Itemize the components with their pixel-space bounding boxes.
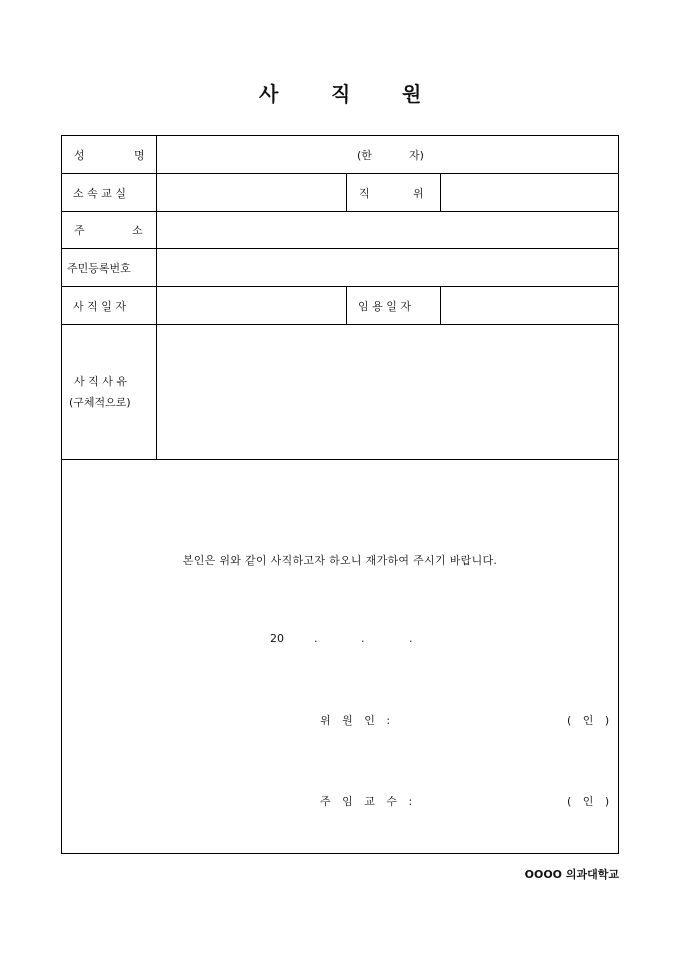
title-char-2: 직 <box>331 82 351 106</box>
dept-label-cell <box>62 174 156 211</box>
reason-label-line2: (구체적으로) <box>69 396 131 409</box>
name-label-a: 성 <box>74 148 85 162</box>
address-field[interactable] <box>156 212 618 248</box>
document-title <box>0 78 680 108</box>
hanja-label-a: (한 <box>357 148 372 162</box>
address-label-cell <box>62 212 156 248</box>
dept-row <box>62 174 618 212</box>
dept-label: 소 속 교 실 <box>73 186 126 200</box>
rrn-row <box>62 249 618 287</box>
hire-date-field[interactable] <box>440 287 618 324</box>
date-dot-2: . <box>361 632 365 645</box>
institution-name: OOOO 의과대학교 <box>524 868 619 881</box>
date-year: 20 <box>270 632 284 645</box>
rrn-label-cell <box>62 249 156 286</box>
name-field[interactable] <box>156 136 618 173</box>
date-dot-3: . <box>409 632 413 645</box>
hanja-label-b: 자) <box>409 148 424 162</box>
dates-row <box>62 287 618 325</box>
address-row <box>62 212 618 249</box>
reason-label-cell <box>62 325 156 459</box>
date-dot-1: . <box>314 632 318 645</box>
reason-label-line1: 사 직 사 유 <box>74 375 127 388</box>
position-label-b: 위 <box>413 186 424 200</box>
applicant-label: 위 원 인 : <box>320 714 395 727</box>
reason-row <box>62 325 618 460</box>
resign-date-field[interactable] <box>156 287 346 324</box>
position-field[interactable] <box>440 174 618 211</box>
address-label-b: 소 <box>132 224 143 237</box>
professor-seal[interactable]: ( 인 ) <box>567 795 614 808</box>
declaration-statement: 본인은 위와 같이 사직하고자 하오니 재가하여 주시기 바랍니다. <box>182 554 498 567</box>
resign-date-label: 사 직 일 자 <box>73 299 126 313</box>
name-row <box>62 136 618 174</box>
applicant-seal[interactable]: ( 인 ) <box>567 714 614 727</box>
dept-field[interactable] <box>156 174 346 211</box>
declaration-area <box>62 460 618 853</box>
reason-field[interactable] <box>156 325 618 459</box>
hire-date-label-cell <box>346 287 440 324</box>
title-char-1: 사 <box>259 82 279 106</box>
rrn-label: 주민등록번호 <box>67 261 131 275</box>
position-label-a: 직 <box>359 186 370 200</box>
title-char-3: 원 <box>402 82 422 106</box>
hire-date-label: 임 용 일 자 <box>358 299 411 313</box>
resign-date-label-cell <box>62 287 156 324</box>
position-label-cell <box>346 174 440 211</box>
rrn-field[interactable] <box>156 249 618 286</box>
name-label-b: 명 <box>134 148 145 162</box>
name-label-cell <box>62 136 156 173</box>
professor-label: 주 임 교 수 : <box>320 795 417 808</box>
resignation-form <box>61 135 619 854</box>
address-label-a: 주 <box>74 224 85 237</box>
